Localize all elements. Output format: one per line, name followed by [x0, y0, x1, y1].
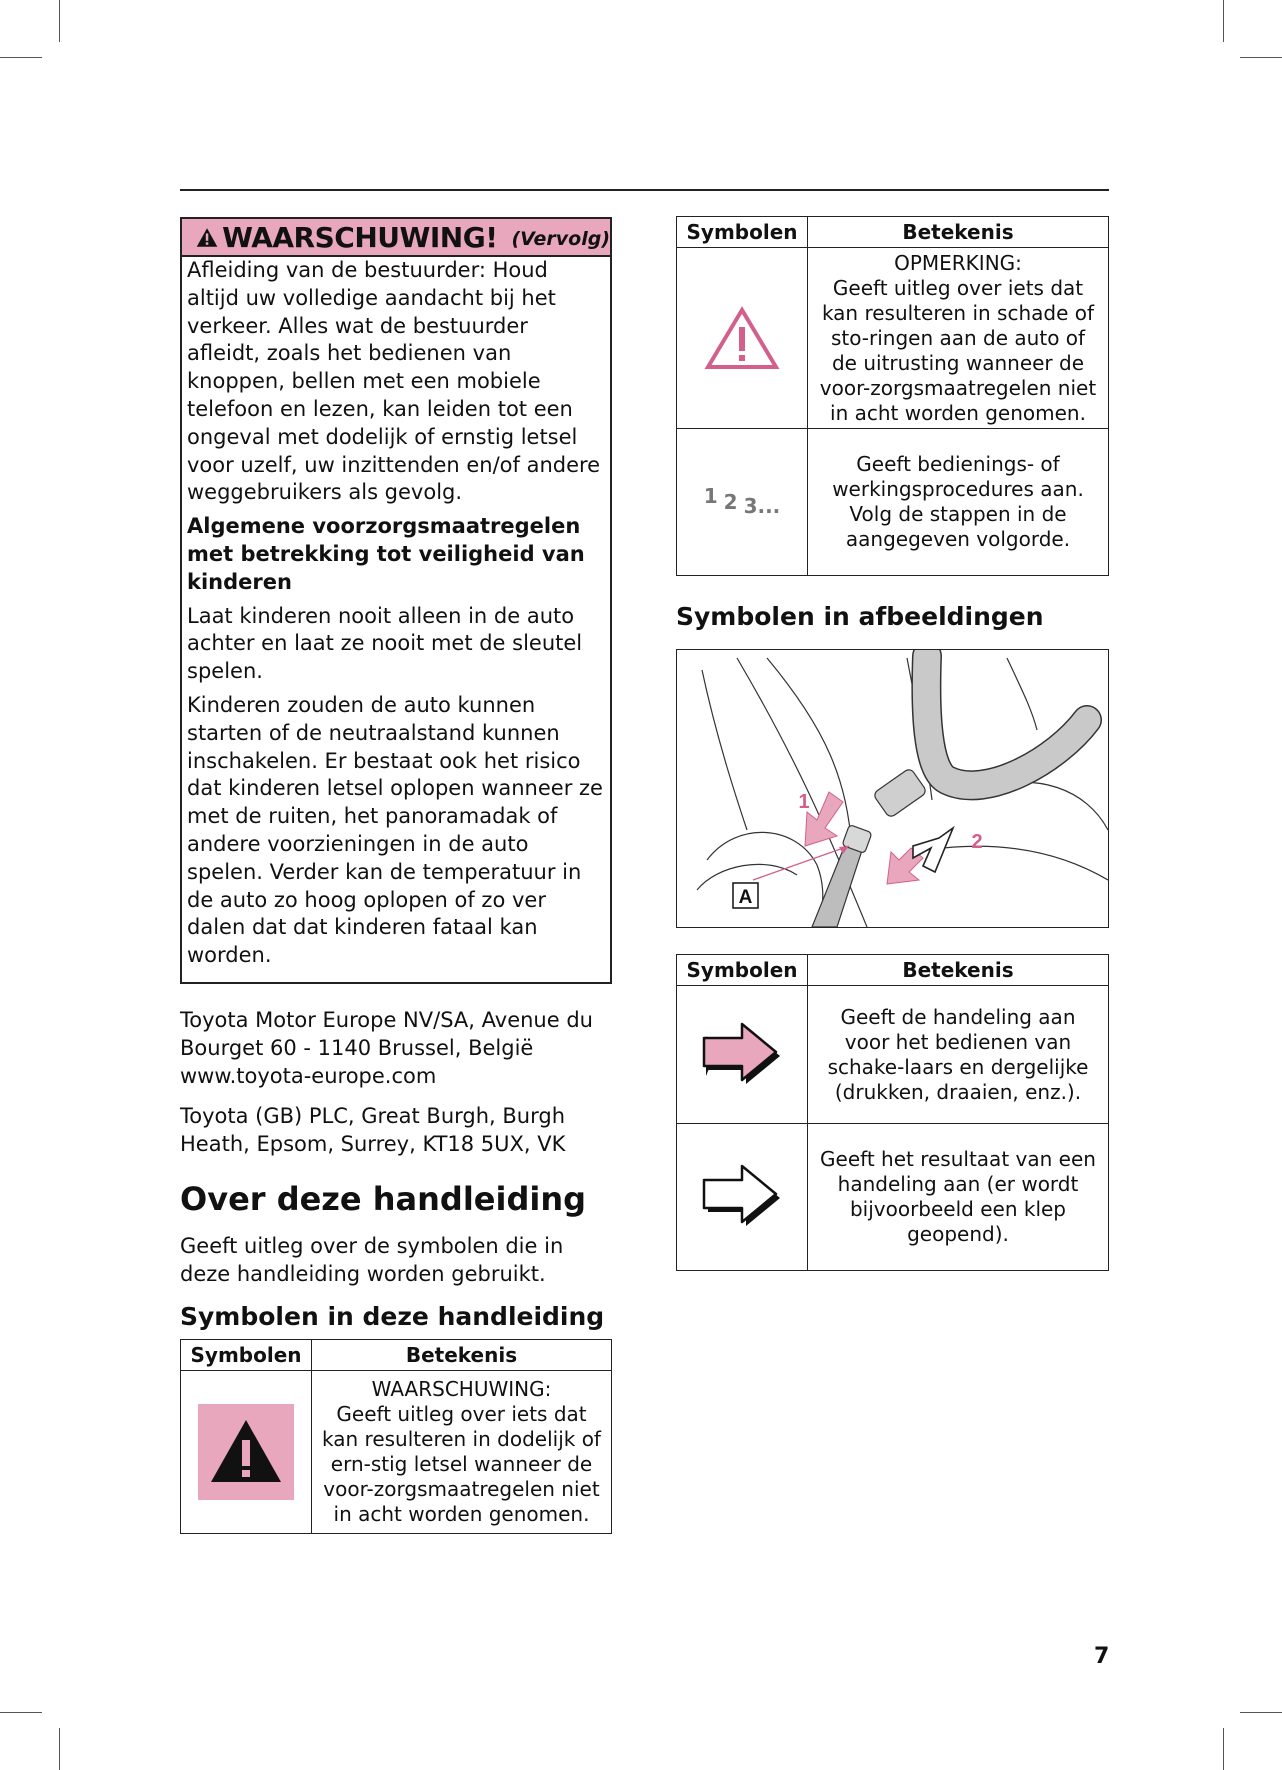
crop-mark — [0, 57, 42, 58]
website-link[interactable]: www.toyota-europe.com — [180, 1063, 437, 1088]
crop-mark — [1223, 1728, 1224, 1770]
meaning-cell: Geeft bedienings- of werkingsprocedures aan. Volg de stappen in de aangegeven volgorde. — [808, 429, 1109, 576]
address-line: Toyota (GB) PLC, Great Burgh, Burgh Heath, Epsom, Surrey, KT18 5UX, VK — [180, 1103, 566, 1156]
meaning-cell — [312, 1370, 612, 1533]
crop-mark — [1223, 0, 1224, 42]
caution-outline-icon — [704, 305, 780, 371]
symbols-table-3 — [676, 954, 1109, 1271]
warning-header — [182, 219, 610, 257]
table-row — [677, 986, 1109, 1124]
action-arrow-icon — [702, 1022, 782, 1088]
symbol-cell — [677, 986, 808, 1124]
crop-mark — [59, 1728, 60, 1770]
result-arrow-icon — [702, 1164, 782, 1230]
table-row — [677, 429, 1109, 576]
symbol-cell — [677, 429, 808, 576]
crop-mark — [1240, 57, 1282, 58]
warning-box — [180, 217, 612, 984]
column-header-meaning: Betekenis — [808, 955, 1109, 986]
right-column — [676, 216, 1109, 1271]
figure-label-2: 2 — [971, 831, 983, 853]
meaning-cell — [808, 248, 1109, 429]
subsection-heading: Symbolen in deze handleiding — [180, 1301, 605, 1331]
crop-mark — [59, 0, 60, 42]
address-line: Toyota Motor Europe NV/SA, Avenue du Bourget 60 - 1140 Brussel, België — [180, 1007, 593, 1060]
symbols-table-2 — [676, 216, 1109, 576]
symbol-cell — [677, 248, 808, 429]
column-header-symbols: Symbolen — [181, 1339, 312, 1370]
meaning-text: Geeft uitleg over iets dat kan resulteren in dodelijk of ern-stig letsel wanneer de voor-zorgsmaatregelen niet in acht worden genomen. — [322, 1401, 601, 1526]
section-heading: Over deze handleiding — [180, 1179, 587, 1218]
step-number: 2 — [723, 489, 738, 514]
symbol-cell — [677, 1124, 808, 1271]
crop-mark — [0, 1712, 42, 1713]
column-header-meaning: Betekenis — [808, 217, 1109, 248]
warning-subheading: Algemene voorzorgsmaatregelen met betrekking tot veiligheid van kinderen — [187, 514, 585, 594]
warning-title: WAARSCHUWING! — [222, 220, 498, 254]
warning-paragraph: Afleiding van de bestuurder: Houd altijd uw volledige aandacht bij het verkeer. Alles wat de bestuurder afleidt, zoals het bedienen van knoppen, bellen met een mobiele telefoon en lezen, kan leiden tot een ongeval met dodelijk of ernstig letsel voor uzelf, uw inzittenden en/of andere weggebruikers als gevolg. — [187, 258, 601, 505]
warning-triangle-icon — [196, 224, 218, 251]
seatbelt-illustration — [676, 649, 1109, 928]
meaning-cell: Geeft de handeling aan voor het bedienen van schake-laars en dergelijke (drukken, draaien, enz.). — [808, 986, 1109, 1124]
section-intro: Geeft uitleg over de symbolen die in deze handleiding worden gebruikt. — [180, 1233, 564, 1286]
warning-paragraph: Laat kinderen nooit alleen in de auto achter en laat ze nooit met de sleutel spelen. — [187, 603, 583, 684]
subsection-heading: Symbolen in afbeeldingen — [676, 602, 1044, 631]
seatbelt-drawing — [677, 650, 1108, 927]
meaning-cell: Geeft het resultaat van een handeling aan (er wordt bijvoorbeeld een klep geopend). — [808, 1124, 1109, 1271]
symbol-cell — [181, 1370, 312, 1533]
table-row — [677, 1124, 1109, 1271]
warning-paragraph: Kinderen zouden de auto kunnen starten of de neutraalstand kunnen inschakelen. Er bestaat ook het risico dat kinderen letsel oplopen wanneer ze met de ruiten, het panoramadak of andere voorzieningen in de auto spelen. Verder kan de temperatuur in de auto zo hoog oplopen of zo ver dalen dat dat kinderen fataal kan worden. — [187, 692, 603, 968]
header-rule — [180, 189, 1109, 191]
symbols-table-1 — [180, 1339, 612, 1534]
page-number: 7 — [1094, 1644, 1110, 1669]
warning-body — [182, 257, 610, 982]
warning-icon — [198, 1404, 294, 1500]
table-row — [181, 1370, 612, 1533]
figure-label-1: 1 — [798, 791, 810, 813]
meaning-text: Geeft uitleg over iets dat kan resulteren in schade of sto-ringen aan de auto of de uitrusting wanneer de voor-zorgsmaatregelen niet in acht worden genomen. — [819, 275, 1097, 425]
column-header-meaning: Betekenis — [312, 1339, 612, 1370]
table-row — [677, 248, 1109, 429]
meaning-label: WAARSCHUWING: — [371, 1376, 552, 1401]
figure-label-a: A — [738, 887, 753, 908]
meaning-label: OPMERKING: — [894, 250, 1022, 275]
step-number: 1 — [703, 483, 718, 508]
crop-mark — [1240, 1712, 1282, 1713]
step-number: 3... — [743, 493, 781, 518]
warning-continuation: (Vervolg) — [511, 228, 610, 250]
steps-symbol — [677, 483, 807, 518]
column-header-symbols: Symbolen — [677, 955, 808, 986]
left-column — [180, 217, 612, 1534]
column-header-symbols: Symbolen — [677, 217, 808, 248]
address-block — [180, 1006, 612, 1158]
